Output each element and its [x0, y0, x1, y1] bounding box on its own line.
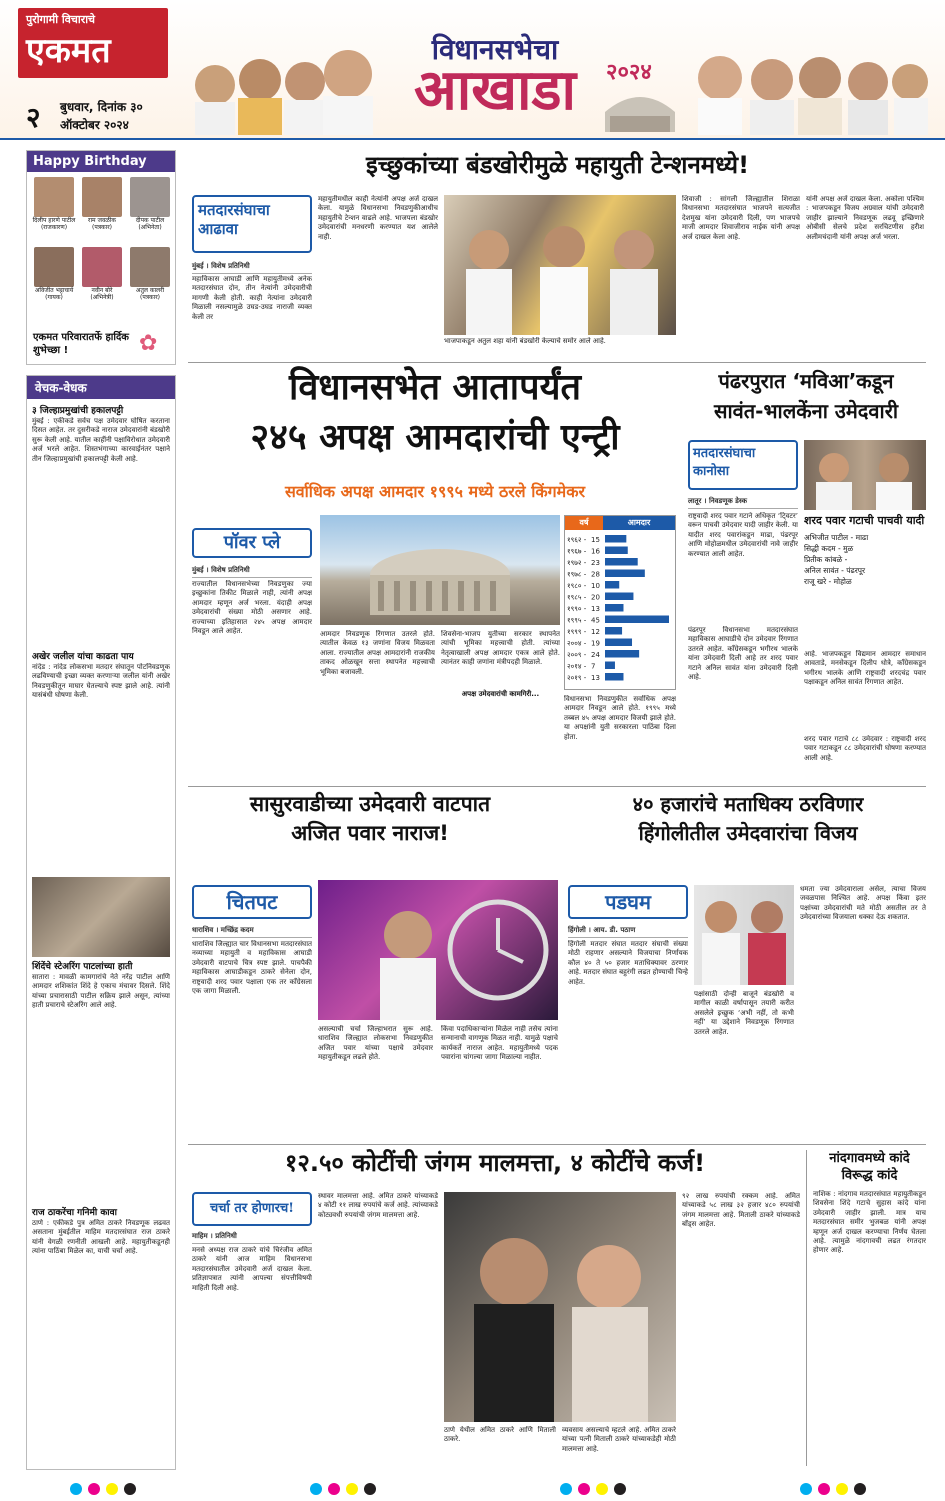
chart-value-label: 12	[591, 628, 600, 636]
cyan-mark	[800, 1483, 812, 1495]
banner-small: विधानसभेचा	[431, 33, 559, 66]
feature-col1: राज्यातील विधानसभेच्या निवडणुका ज्या इच्छुकांना तिकीट मिळाले नाही, त्यांनी अपक्ष आमदार म्हणून अर्ज भरला. यंदाही अपक्ष उमेदवारांची संख्या मोठी असणार आहे. राज्याच्या इतिहासात २४५ अपक्ष आमदार निवडून आले आहेत.	[192, 580, 312, 636]
hingoli-headline-2: हिंगोलीतील उमेदवारांचा विजय	[638, 821, 858, 845]
feature-subkicker: अपक्ष उमेदवारांची कामगिरी...	[441, 690, 560, 699]
candidates-illustration	[804, 440, 926, 510]
masthead	[0, 0, 945, 140]
divider	[188, 1144, 926, 1145]
chart-value-label: 10	[591, 582, 600, 590]
chart-category-label: १९७८ -	[567, 570, 587, 579]
leaders-meeting-illustration	[444, 195, 676, 335]
feature-section-title: पॉवर प्ले	[223, 532, 281, 553]
lead-byline: मुंबई । विशेष प्रतिनिधी	[192, 262, 312, 274]
birthday-person	[79, 177, 125, 231]
list-item: अनिल सावंत - पंढरपूर	[804, 566, 866, 575]
chart-bar	[605, 616, 669, 624]
person-name: दिलीप हारणे पाटील	[32, 217, 76, 224]
person-name: अविजीत भट्टाचार्य	[34, 287, 74, 294]
raj-section-title: चर्चा तर होणारच!	[210, 1201, 294, 1216]
chart-category-label: १९८० -	[567, 582, 587, 590]
lead-col1: महाविकास आघाडी आणि महायुतीमध्ये अनेक मतदारसंघात दोन, तीन नेत्यांनी उमेदवारीची मागणी केली होती. काही नेत्यांना उमेदवारी मिळाली नसल्यामुळे उघड-उघड नाराजी व्यक्त केली तर	[192, 275, 312, 321]
chart-x-header: वर्ष	[565, 516, 603, 530]
chart-value-label: 24	[591, 651, 600, 659]
pandharpur-headline-1: पंढरपुरात ‘मविआ’कडून	[718, 369, 894, 393]
yellow-mark	[106, 1483, 118, 1495]
hingoli-candidates-photo	[694, 885, 794, 985]
pandharpur-candidates-photo	[804, 440, 926, 510]
chart-category-label: २००४ -	[567, 639, 587, 648]
raj-col4: ९२ लाख रुपयांची रक्कम आहे. अमित यांच्याकडे ५८ लाख ३२ हजार ४८० रुपयांची जंगम मालमत्ता आहे. मिताली ठाकरे यांच्याकडे बाँड्स आहेत.	[682, 1192, 800, 1229]
birthday-grid	[31, 177, 173, 327]
building-icon	[600, 82, 680, 134]
sasurwadi-col1: धाराशिव जिल्ह्यात चार विधानसभा मतदारसंघात नव्याच्या महायुती व महाविकास आघाडी उमेदवारी वाटपाचे चित्र स्पष्ट झाले. पाचपैकी महाविकास आघाडीकडून ठाकरे सेनेला दोन, राष्ट्रवादी शरद पवार पक्षाला एक तर काँग्रेसला एक जागा मिळाली.	[192, 940, 312, 996]
chart-plot	[565, 530, 675, 688]
chart-bar	[605, 662, 615, 670]
pandharpur-list-box	[804, 514, 926, 644]
cyan-mark	[560, 1483, 572, 1495]
chart-bar	[605, 547, 628, 555]
black-mark	[854, 1483, 866, 1495]
list-item: प्रितीक कांबळे -	[804, 555, 848, 564]
nandgaon-body: नाशिक : नांदगाव मतदारसंघात महायुतीकडून शिवसेना शिंदे गटाचे सुहास कांदे यांना उमेदवारी जाहीर झाली. मात्र याच मतदारसंघात समीर भुजबळ यांनी अपक्ष म्हणून अर्ज दाखल करण्याचा निर्णय घेतला आहे. त्यामुळे नांदगावची लढत रंगतदार होणार आहे.	[813, 1190, 926, 1255]
feature-headline-2: २४५ अपक्ष आमदारांची एन्ट्री	[250, 417, 620, 458]
pandharpur-col3: आहे. भाजपकडून विद्यमान आमदार समाधान आवताडे, मनसेकडून दिलीप धोत्रे, काँग्रेसकडून भगीरथ भालके आणि राष्ट्रवादी शरदचंद्र पवार पक्षाकडून अनिल सावंत रिंगणात आहेत.	[804, 650, 926, 687]
dateline-month: ऑक्टोबर २०२४	[60, 118, 129, 132]
vidhan-bhavan-photo	[320, 515, 560, 625]
lead-col4: यांनी अपक्ष अर्ज दाखल केला. अकोला पश्चिम : भाजपकडून विजय अग्रवाल यांची उमेदवारी जाहीर झाल्याने निवडणूक लढवू इच्छिणारे ओबीसी सेलचे प्रदेश सरचिटणीस हरीश अलीमचंदानी यांनी अपक्ष अर्ज भरला.	[806, 195, 924, 241]
feature-subhead: सर्वाधिक अपक्ष आमदार १९९५ मध्ये ठरले किंगमेकर	[284, 482, 586, 501]
hingoli-headline-1: ४० हजारांचे मताधिक्य ठरविणार	[632, 792, 864, 816]
cyan-mark	[310, 1483, 322, 1495]
sidebar-photo	[32, 877, 170, 957]
chart-category-label: २००९ -	[567, 651, 587, 659]
avatar	[130, 247, 170, 287]
sidebar-item-head: शिंदेंचे स्टेअरिंग पाटलांच्या हाती	[32, 962, 133, 972]
chart-category-label: २०१४ -	[567, 662, 587, 671]
feature-headline-1: विधानसभेत आतापर्यंत	[289, 367, 581, 408]
birthday-person	[127, 177, 173, 231]
chart-value-label: 28	[591, 570, 600, 579]
feature-col2: आमदार निवडणूक रिंगणात उतरले होते. त्यातील केवळ १३ जणांना विजय मिळवता आला. राज्यातील अपक्ष आमदारांनी राजकीय ताकद ओळखून सत्ता स्थापनेत महत्त्वाची भूमिका बजावली.	[320, 630, 435, 676]
birthday-person	[31, 247, 77, 301]
raj-col3: व्यवसाय असल्याचे म्हटले आहे. अमित ठाकरे यांच्या पत्नी मिताली ठाकरे यांच्याकडेही मोठी मालमत्ता आहे.	[562, 1426, 676, 1453]
sasurwadi-section-flag	[192, 885, 312, 919]
chart-category-label: १९९५ -	[567, 616, 587, 625]
amit-mitali-photo	[444, 1192, 676, 1422]
sidebar-item-body: नांदेड : नांदेड लोकसभा मतदार संघातून पोटनिवडणूक लढविण्याची इच्छा व्यक्त करणाऱ्या जलील यांनी अखेर निवडणुकीतून माघार घेतल्याचे स्पष्ट झाले आहे. त्यांनी यासंबंधी घोषणा केली.	[32, 663, 170, 700]
politicians-left-illustration	[180, 40, 375, 135]
hingoli-col1: हिंगोली मतदार संघात मतदार संघाची संख्या मोठी राहणार असल्याने विजयाचा निर्णायक कौल ४० ते ५० हजार मताधिक्यावर ठरणार आहे. मतदार संघात बहुरंगी लढत होण्याची चिन्हे आहेत.	[568, 940, 688, 986]
person-name: नवीन बोरे	[91, 287, 113, 294]
sidebar-item-head: राज ठाकरेंचा गनिमी कावा	[32, 1208, 117, 1218]
chart-category-label: १९८५ -	[567, 593, 587, 602]
lead-section-title: मतदारसंघाचा आढावा	[198, 201, 270, 238]
hingoli-section-flag	[568, 885, 688, 919]
pandharpur-body2: पंढरपूर विधानसभा मतदारसंघात महाविकास आघाडीचे दोन उमेदवार रिंगणात उतरले आहेत. काँग्रेसकडून भगीरथ भालके यांना उमेदवारी दिली आहे तर शरद पवार गटाने अनिल सावंत यांना उमेदवारी दिली आहे.	[688, 626, 798, 682]
nandgaon-box	[806, 1150, 926, 1466]
chart-header	[565, 516, 675, 530]
chart-category-label: १९७२ -	[567, 559, 587, 567]
person-role: (राजकारण)	[40, 224, 68, 231]
person-name: दीपक पाटील	[135, 217, 165, 224]
paper-tagline: पुरोगामी विचाराचे	[26, 13, 96, 26]
dateline-day: बुधवार, दिनांक ३०	[60, 100, 143, 114]
sidebar-item-body: ठाणे : एकीकडे पुत्र अमित ठाकरे निवडणूक लढवत असताना मुंबईतील माहिम मतदारसंघात राज ठाकरे यांनी वेगळी रणनीती आखली आहे. महायुतीकडूनही त्यांना पाठिंबा मिळेल का, याची चर्चा आहे.	[32, 1219, 170, 1256]
magenta-mark	[818, 1483, 830, 1495]
flower-icon: ✿	[139, 331, 158, 356]
paper-name: एकमत	[26, 31, 111, 71]
person-name: अतुल कालरी	[135, 287, 165, 294]
avatar	[34, 247, 74, 287]
person-name: राम जवळीक	[87, 217, 116, 224]
banner-year: २०२४	[606, 60, 652, 85]
magenta-mark	[578, 1483, 590, 1495]
chart-bar	[605, 650, 639, 658]
lead-photo-caption: भाजपाकडून अतुल शहा यांनी बंडखोरी केल्याचे समोर आले आहे.	[444, 337, 606, 345]
raj-section-flag	[192, 1192, 312, 1226]
hingoli-section-title: पडघम	[605, 890, 651, 914]
chart-value-label: 23	[591, 559, 600, 567]
chart-value-label: 7	[591, 662, 596, 671]
paper-logo-box	[18, 8, 168, 78]
sasurwadi-col3: किंवा पदाधिकाऱ्यांना मिळेल नाही तसेच त्यांना सन्मानाची वागणूक मिळत नाही. यामुळे पक्षाचे कार्यकर्ते नाराज आहेत. महायुतीमध्ये पदक पवारांना चांगल्या जागा मिळाल्या नाहीत.	[441, 1025, 558, 1062]
birthday-person	[79, 247, 125, 301]
birthday-title: Happy Birthday	[27, 151, 175, 172]
birthday-wish: एकमत परिवारातर्फे हार्दिक शुभेच्छा !	[33, 332, 129, 356]
sasurwadi-col2: असल्याची चर्चा जिल्हाभरात सुरू आहे. धाराशिव जिल्ह्यात लोकसभा निवडणुकीत अजित पवार यांच्या पक्षाचे उमेदवार महायुतीकडून लढले होते.	[318, 1025, 433, 1062]
birthday-person	[31, 177, 77, 231]
chart-y-header: आमदार	[627, 518, 651, 527]
avatar	[82, 247, 122, 287]
divider	[188, 786, 926, 787]
chart-value-label: 16	[591, 547, 600, 556]
birthday-person	[127, 247, 173, 301]
chart-bar	[605, 535, 626, 543]
politicians-right-illustration	[690, 40, 930, 135]
lead-col2: महायुतीमधील काही नेत्यांनी अपक्ष अर्ज दाखल केला. यामुळे विधानसभा निवडणुकीआधीच महायुतीचे टेन्शन वाढले आहे. भाजपला बंडखोर उमेदवारांची मनधरणी करण्यात यश आलेले नाही.	[318, 195, 438, 241]
chart-value-label: 15	[591, 536, 600, 544]
list-item: सिद्धी कदम - मुळ	[804, 544, 854, 553]
chart-category-label: २०१९ -	[567, 674, 587, 682]
feature-byline: मुंबई । विशेष प्रतिनिधी	[192, 566, 312, 578]
vidhan-bhavan-graphic	[600, 82, 680, 134]
chart-category-label: १९९९ -	[567, 628, 587, 636]
raj-byline: माहिम । प्रतिनिधी	[192, 1232, 312, 1244]
sasurwadi-byline: धाराशिव । मच्छिंद्र कदम	[192, 926, 312, 938]
couple-illustration	[444, 1192, 676, 1422]
yellow-mark	[596, 1483, 608, 1495]
chart-bar	[605, 593, 633, 601]
raj-col2: स्थावर मालमत्ता आहे. अमित ठाकरे यांच्याकडे ४ कोटी ११ लाख रुपयांचे कर्ज आहे. त्यांच्याकडे कोट्यवधी रुपयांची जंगम मालमत्ता आहे.	[318, 1192, 438, 1219]
sidebar-item-head: अखेर जलील यांचा काढता पाय	[32, 652, 134, 662]
chart-category-label: १९६७ -	[567, 547, 587, 556]
person-role: (पत्रकार)	[139, 294, 161, 301]
sidebar-title: वेचक-वेधक	[27, 376, 175, 399]
sasurwadi-headline-2: अजित पवार नाराज!	[291, 821, 449, 845]
chart-bar	[605, 581, 619, 589]
feature-section-flag	[192, 528, 312, 558]
pandharpur-section-title: मतदारसंघाचा कानोसा	[693, 446, 756, 479]
sasurwadi-section-title: चितपट	[226, 890, 278, 914]
chart-value-label: 45	[591, 616, 600, 625]
nandgaon-headline: नांदगावमध्ये कांदे विरूद्ध कांदे	[829, 1151, 910, 1183]
chart-bar	[605, 639, 632, 647]
sidebar-item-body: सातारा : मावळी कामगारांचे नेते नरेंद्र पाटील आणि आमदार शशिकांत शिंदे हे एकाच मंचावर दिसले. शिंदे यांच्या प्रचारासाठी पाटील सक्रिय झाले असून, त्यांच्या हाती प्रचाराचे स्टेअरिंग आले आहे.	[32, 973, 170, 1010]
chart-category-label: १९९० -	[567, 605, 587, 613]
feature-col3: शिवसेना-भाजप युतीच्या सरकार स्थापनेत त्यांची भूमिका महत्त्वाची होती. त्यांच्या नेतृत्वाखाली अपक्ष आमदार एकत्र आले होते. त्यानंतर काही जणांना मंत्रीपदही मिळाले.	[441, 630, 560, 667]
avatar	[130, 177, 170, 217]
avatar	[34, 177, 74, 217]
yellow-mark	[346, 1483, 358, 1495]
apaksh-chart	[564, 515, 676, 690]
chart-value-label: 20	[591, 593, 600, 602]
hingoli-col3: धमता ज्या उमेदवाराला असेल, त्याचा विजय जवळपास निश्चित आहे. अपक्ष किंवा इतर पक्षांच्या उमेदवारांची मते मोठी असतील तर ते उमेदवारांच्या विजयाला धक्का देऊ शकतात.	[800, 885, 926, 922]
person-role: (पत्रकार)	[91, 224, 113, 231]
chart-bar	[605, 570, 645, 578]
ajit-pawar-photo	[318, 880, 558, 1020]
person-role: (गायक)	[45, 294, 63, 301]
feature-col4: विधानसभा निवडणुकीत सर्वाधिक अपक्ष आमदार निवडून आले होते. १९९५ मध्ये तब्बल ४५ अपक्ष आमदार विजयी झाले होते. या अपक्षांनी युती सरकारला पाठिंबा दिला होता.	[564, 695, 676, 741]
black-mark	[124, 1483, 136, 1495]
raj-headline: १२.५० कोटींची जंगम मालमत्ता, ४ कोटींचे कर्ज!	[284, 1149, 706, 1177]
sidebar	[26, 375, 176, 1470]
pandharpur-col3b: शरद पवार गटाचे ८८ उमेदवार : राष्ट्रवादी शरद पवार गटाकडून ८८ उमेदवारांची घोषणा करण्यात आली आहे.	[804, 735, 926, 762]
lead-headline: इच्छुकांच्या बंडखोरीमुळे महायुती टेन्शनमध्ये!	[365, 151, 750, 179]
divider	[188, 362, 926, 363]
page-number: २	[26, 101, 41, 134]
pandharpur-body: राष्ट्रवादी शरद पवार गटाने अधिकृत ‘टि्वटर’ वरून पाचवी उमेदवार यादी जाहीर केली. या यादीत शरद पवारांकडून माढा, पंढरपूर आणि मोहोळमधील उमेदवारांची नावे जाहीर करण्यात आली आहेत.	[688, 512, 798, 558]
sasurwadi-headline-1: सासुरवाडीच्या उमेदवारी वाटपात	[249, 792, 491, 816]
sidebar-item-head: ३ जिल्हाप्रमुखांची हकालपट्टी	[32, 406, 124, 416]
chart-value-label: 13	[591, 674, 600, 682]
lead-photo	[444, 195, 676, 335]
person-role: (अभिनेत्री)	[90, 294, 114, 301]
registration-marks	[0, 1476, 945, 1501]
sidebar-item-body: मुंबई : एकीकडे सर्वच पक्ष उमेदवार घोषित करताना दिसत आहेत. तर दुसरीकडे नाराज उमेदवारांनी बंडखोरी सुरू केली आहे. यातील काहींनी पक्षाविरोधात उमेदवारी अर्ज भरले आहेत. शिस्तभंगाच्या कारवाईनंतर पक्षाने तीन जिल्हाप्रमुखांची हकालपट्टी केली आहे.	[32, 417, 170, 463]
politicians-left-photo	[180, 40, 375, 135]
politicians-right-photo	[690, 40, 930, 135]
lead-section-flag	[192, 195, 312, 253]
banner-big: आखाडा	[413, 57, 576, 123]
raj-photo-caption: ठाणे येथील अमित ठाकरे आणि मिताली ठाकरे.	[444, 1426, 556, 1444]
chart-bar	[605, 627, 622, 635]
chart-category-label: १९६२ -	[567, 536, 587, 544]
raj-col1: मनसे अध्यक्ष राज ठाकरे यांचे चिरंजीव अमित ठाकरे यांनी आज माहिम विधानसभा मतदारसंघातील उमेदवारी अर्ज दाखल केला. प्रतिज्ञापत्रात त्यांनी आपल्या संपत्तीविषयी माहिती दिली आहे.	[192, 1246, 312, 1292]
list-item: राजू खरे - मोहोळ	[804, 577, 852, 586]
chart-value-label: 19	[591, 639, 600, 648]
black-mark	[364, 1483, 376, 1495]
clock-symbol-illustration	[318, 880, 558, 1020]
black-mark	[614, 1483, 626, 1495]
magenta-mark	[328, 1483, 340, 1495]
pandharpur-section-flag	[688, 440, 798, 490]
list-item: अभिजीत पाटील - माढा	[804, 533, 869, 542]
pandharpur-list-title: शरद पवार गटाची पाचवी यादी	[804, 514, 925, 527]
hingoli-col2: पक्षांसाठी दोन्ही बाजूने बंडखोरी व मागील काळी वर्षापासून तयारी करीत असलेले इच्छुक ‘अभी नहीं, तो कभी नहीं’ या उद्देशाने निवडणूक रिंगणात उतरले आहेत.	[694, 990, 794, 1036]
avatar	[82, 177, 122, 217]
candidates-illustration	[694, 885, 794, 985]
cyan-mark	[70, 1483, 82, 1495]
chart-value-label: 13	[591, 605, 600, 613]
lead-col3: शिवाजी : सांगली जिल्ह्यातील शिराळा विधानसभा मतदारसंघात भाजपने सत्यजीत देशमुख यांना उमेदवारी दिली, पण भाजपचे माजी आमदार शिवाजीराव नाईक यांनी अपक्ष अर्ज दाखल केला आहे.	[682, 195, 800, 241]
pandharpur-byline: लातूर । निवडणूक डेस्क	[688, 497, 798, 509]
assembly-building-illustration	[320, 515, 560, 625]
person-role: (अभिनेता)	[138, 224, 162, 231]
birthday-box	[26, 150, 176, 365]
hingoli-byline: हिंगोली । आय. डी. पठाण	[568, 926, 688, 938]
chart-bar	[605, 673, 623, 681]
yellow-mark	[836, 1483, 848, 1495]
pandharpur-headline-2: सावंत-भालकेंना उमेदवारी	[713, 399, 899, 423]
chart-bar	[605, 558, 638, 566]
chart-bar	[605, 604, 623, 612]
magenta-mark	[88, 1483, 100, 1495]
